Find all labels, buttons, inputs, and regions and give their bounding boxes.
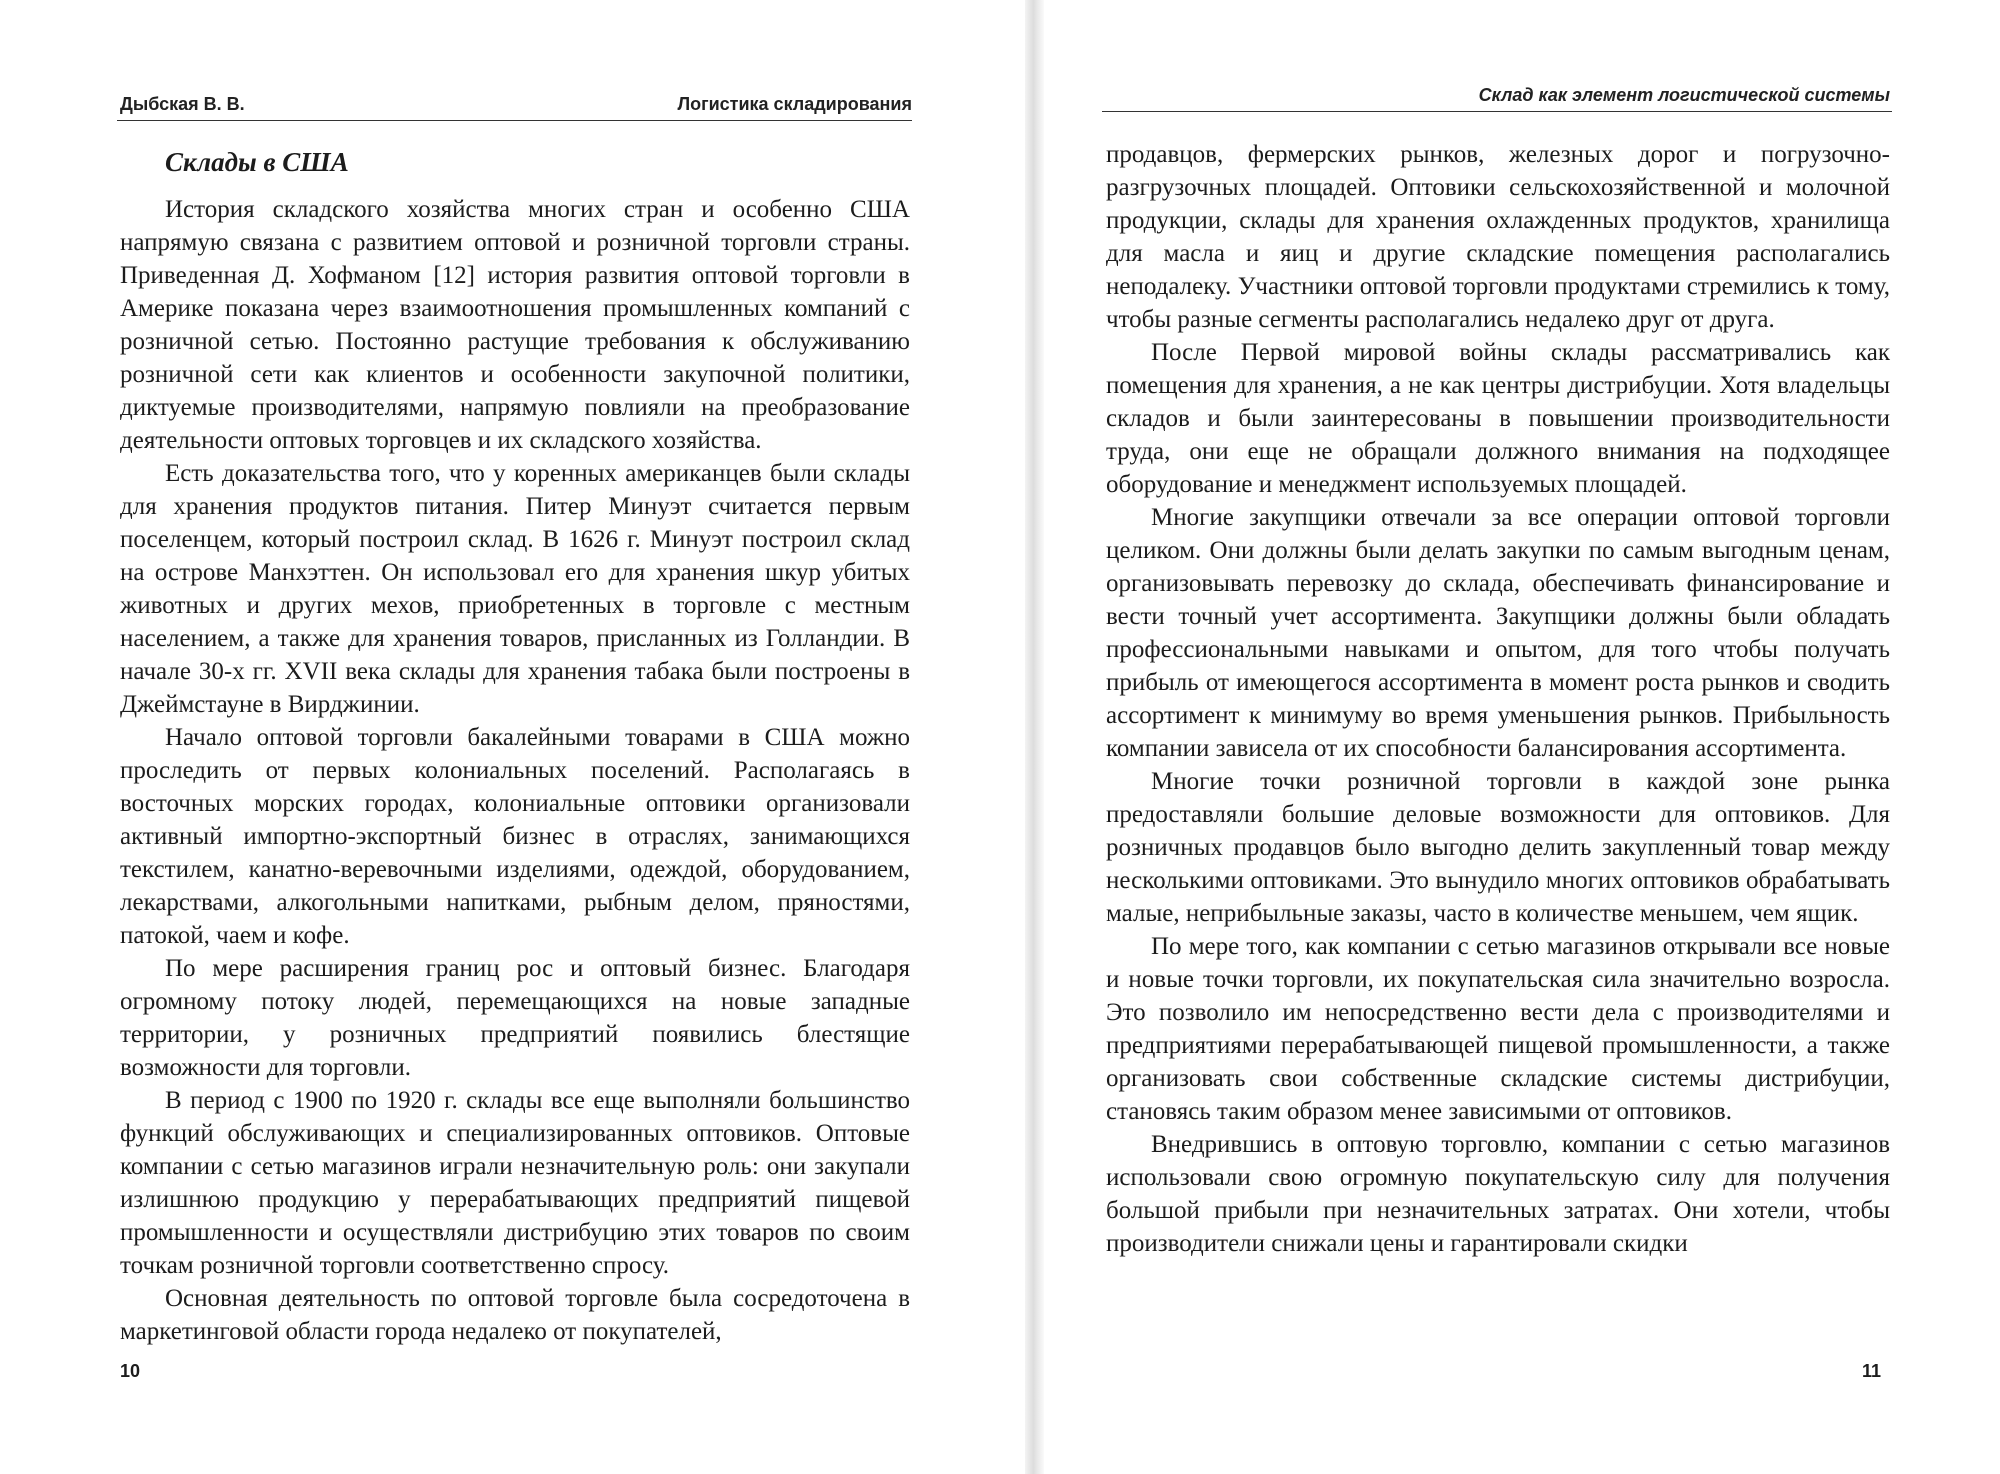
left-paragraph-1: История складского хозяйства многих стран и особенно США напрямую связана с развитием оптовой и розничной торговли страны. Приведенная Д. Хофманом [12] история развития оптовой торговли в Америке показана через взаимоотношения промышленных компаний с розничной сетью. Постоянно растущие требования к обслуживанию розничной сети как клиентов и особенности закупочной политики, диктуемые производителями, напрямую повлияли на преобразование деятельности оптовых торговцев и их складского хозяйства. [120,196,910,454]
right-paragraph-4: По мере того, как компании с сетью магазинов открывали все новые и новые точки торговли, их покупательская сила значительно возросла. Это позволило им непосредственно вести дела с производителями и предприятиями перерабатывающей пищевой промышленности, а также организовать свои собственные складские системы дистрибуции, становясь таким образом менее зависимыми от оптовиков. [1106,933,1890,1125]
right-page-number: 11 [1862,1361,1882,1381]
left-header-rule [117,120,912,121]
left-paragraph-3: Начало оптовой торговли бакалейными товарами в США можно проследить от первых колониальных поселений. Располагаясь в восточных морских городах, колониальные оптовики организовали активный импортно-экспортный бизнес в отраслях, занимающихся текстилем, канатно-веревочными изделиями, одеждой, оборудованием, лекарствами, алкогольными напитками, рыбным делом, пряностями, патокой, чаем и кофе. [120,724,910,949]
right-paragraph-2: Многие закупщики отвечали за все операции оптовой торговли целиком. Они должны были делать закупки по самым выгодным ценам, организовывать перевозку до склада, обеспечивать финансирование и вести точный учет ассортимента. Закупщики должны были обладать профессиональными навыками и опытом, для того чтобы получать прибыль от имеющегося ассортимента в момент роста рынков и сводить ассортимент к минимуму во время уменьшения рынков. Прибыльность компании зависела от их способности балансирования ассортимента. [1106,504,1890,762]
left-text-column [120,143,910,1348]
left-paragraph-4: По мере расширения границ рос и оптовый бизнес. Благодаря огромному потоку людей, перемещающихся на новые западные территории, у розничных предприятий появились блестящие возможности для торговли. [120,955,910,1081]
right-header-rule [1102,111,1892,112]
left-paragraph-5: В период с 1900 по 1920 г. склады все еще выполняли большинство функций обслуживающих и специализированных оптовиков. Оптовые компании с сетью магазинов играли незначительную роль: они закупали излишнюю продукцию у перерабатывающих предприятий пищевой промышленности и осуществляли дистрибуцию этих товаров по своим точкам розничной торговли соответственно спросу. [120,1087,910,1279]
left-header-title: Логистика складирования [677,94,912,114]
book-gutter [1025,0,1044,1474]
left-paragraph-6: Основная деятельность по оптовой торговле была сосредоточена в маркетинговой области города недалеко от покупателей, [120,1285,910,1345]
section-title: Склады в США [165,147,349,177]
right-paragraph-1: После Первой мировой войны склады рассматривались как помещения для хранения, а не как центры дистрибуции. Хотя владельцы складов и были заинтересованы в повышении производительности труда, они еще не обращали должного внимания на подходящее оборудование и менеджмент используемых площадей. [1106,339,1890,498]
right-header-title: Склад как элемент логистической системы [1478,85,1890,105]
right-page [1044,0,2000,1474]
right-continuation: продавцов, фермерских рынков, железных дорог и погрузочно-разгрузочных площадей. Оптовики сельскохозяйственной и молочной продукции, склады для хранения охлажденных продуктов, хранилища для масла и яиц и другие складские помещения располагались неподалеку. Участники оптовой торговли продуктами стремились к тому, чтобы разные сегменты располагались недалеко друг от друга. [1106,141,1890,333]
right-text-column [1106,138,1890,1260]
right-paragraph-3: Многие точки розничной торговли в каждой зоне рынка предоставляли большие деловые возможности для оптовиков. Для розничных продавцов было выгодно делить закупленный товар между несколькими оптовиками. Это вынудило многих оптовиков обрабатывать малые, неприбыльные заказы, часто в количестве меньшем, чем ящик. [1106,768,1890,927]
right-paragraph-5: Внедрившись в оптовую торговлю, компании с сетью магазинов использовали свою огромную покупательскую силу для получения большой прибыли при незначительных затратах. Они хотели, чтобы производители снижали цены и гарантировали скидки [1106,1131,1890,1257]
left-page-number: 10 [120,1361,141,1381]
left-header-author: Дыбская В. В. [120,94,245,114]
left-paragraph-2: Есть доказательства того, что у коренных американцев были склады для хранения продуктов питания. Питер Минуэт считается первым поселенцем, который построил склад. В 1626 г. Минуэт построил склад на острове Манхэттен. Он использовал его для хранения шкур убитых животных и других мехов, приобретенных в торговле с местным населением, а также для хранения товаров, присланных из Голландии. В начале 30-х гг. XVII века склады для хранения табака были построены в Джеймстауне в Вирджинии. [120,460,910,718]
